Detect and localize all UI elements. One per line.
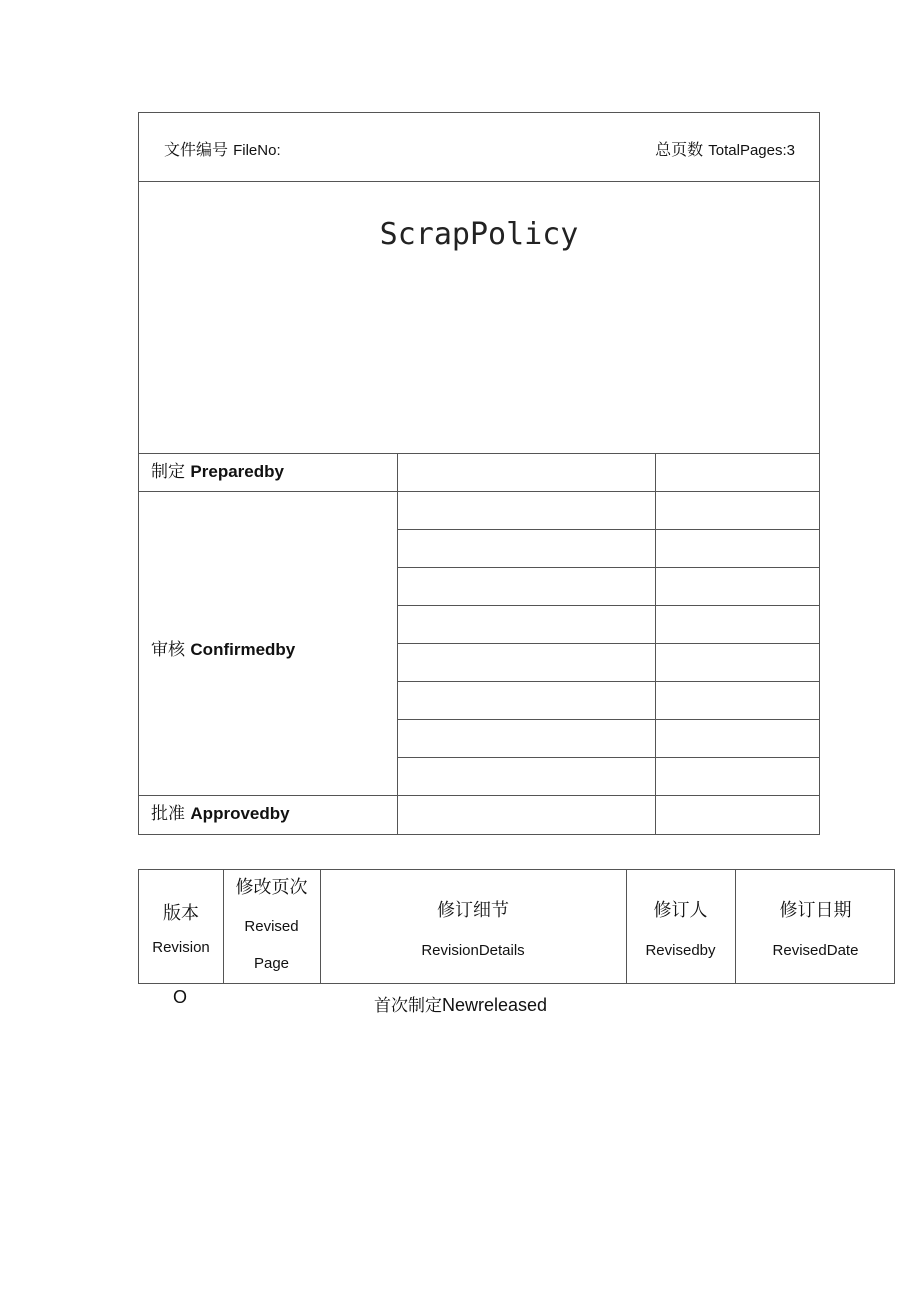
header-divider — [139, 181, 819, 182]
rev-header-revised-by-zh: 修订人 — [653, 900, 708, 921]
confirmed-by-label-zh: 审核 — [151, 640, 185, 660]
rev-header-revised-date-en: RevisedDate — [772, 942, 859, 959]
rev-header-revised-date — [735, 870, 896, 983]
rev-header-details-en: RevisionDetails — [421, 942, 525, 959]
confirm-row-line — [397, 605, 819, 606]
total-pages-value: TotalPages:3 — [708, 142, 795, 159]
signoff-column-divider — [397, 453, 398, 834]
confirm-row-line — [397, 643, 819, 644]
confirm-row-line — [397, 719, 819, 720]
total-pages-label — [655, 137, 795, 160]
rev-row-details — [374, 991, 547, 1016]
rev-header-revised-page — [223, 870, 320, 983]
revision-history-table — [138, 869, 895, 984]
rev-row-details-en: Newreleased — [442, 995, 548, 1015]
rev-header-revised-page-en2: Page — [253, 955, 290, 972]
signoff-top-border — [139, 453, 819, 454]
prepared-row-bottom — [139, 491, 819, 492]
signoff-column-divider — [655, 453, 656, 834]
prepared-by-label-zh: 制定 — [151, 462, 185, 482]
rev-header-revised-page-en1: Revised — [244, 918, 299, 935]
prepared-by-label — [151, 457, 284, 482]
confirm-row-line — [397, 567, 819, 568]
confirm-section-bottom — [139, 795, 819, 796]
rev-header-revision-zh: 版本 — [163, 903, 199, 924]
rev-row-revision: O — [172, 987, 187, 1007]
confirmed-by-label — [151, 635, 295, 660]
rev-header-details-zh: 修订细节 — [437, 900, 509, 921]
confirm-row-line — [397, 681, 819, 682]
rev-row-details-zh: 首次制定 — [374, 996, 442, 1016]
rev-header-details — [320, 870, 626, 983]
approved-by-label-en: Approvedby — [190, 804, 290, 823]
file-number-label-zh: 文件编号 — [164, 140, 229, 159]
rev-header-revision — [139, 870, 223, 983]
rev-header-revision-en: Revision — [152, 939, 210, 956]
rev-header-revised-by-en: Revisedby — [645, 942, 716, 959]
approved-by-label — [151, 799, 290, 824]
rev-header-revised-page-zh: 修改页次 — [235, 877, 308, 898]
document-title: ScrapPolicy — [379, 217, 579, 252]
prepared-by-label-en: Preparedby — [190, 462, 284, 481]
document-cover-form — [138, 112, 820, 835]
file-number-label — [164, 137, 281, 160]
confirmed-by-label-en: Confirmedby — [190, 640, 296, 659]
total-pages-label-zh: 总页数 — [655, 140, 704, 159]
rev-header-revised-date-zh: 修订日期 — [779, 900, 852, 921]
confirm-row-line — [397, 529, 819, 530]
file-number-label-en: FileNo: — [233, 142, 281, 159]
confirm-row-line — [397, 757, 819, 758]
rev-header-revised-by — [626, 870, 735, 983]
approved-by-label-zh: 批准 — [151, 804, 185, 824]
